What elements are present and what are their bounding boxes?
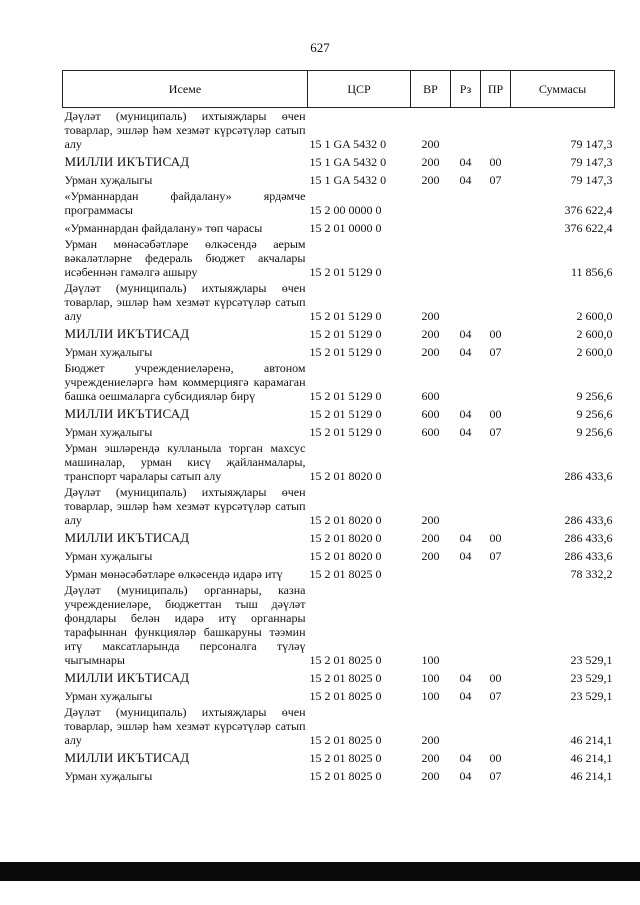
cell-vr: 600 bbox=[421, 407, 440, 421]
cell-name: Дәүләт (муниципаль) ихтыяҗлары өчен товарлар, эшләр һәм хезмәт күрсәтүләр сатып алу bbox=[64, 485, 306, 527]
cell-sum: 23 529,1 bbox=[570, 671, 613, 685]
cell-rz: 04 bbox=[459, 531, 472, 545]
cell-rz: 04 bbox=[459, 689, 472, 703]
cell-name: Дәүләт (муниципаль) ихтыяҗлары өчен товарлар, эшләр һәм хезмәт күрсәтүләр сатып алу bbox=[64, 109, 306, 151]
table-row bbox=[63, 404, 615, 422]
cell-rz: 04 bbox=[459, 549, 472, 563]
cell-csr: 15 2 01 8025 0 bbox=[309, 751, 382, 765]
cell-name: Урман хуҗалыгы bbox=[64, 173, 153, 187]
cell-sum: 78 332,2 bbox=[570, 567, 613, 581]
cell-rz: 04 bbox=[459, 407, 472, 421]
cell-vr: 200 bbox=[421, 769, 440, 783]
cell-csr: 15 2 01 5129 0 bbox=[309, 309, 382, 323]
cell-pr bbox=[481, 188, 511, 218]
table-row bbox=[63, 108, 615, 153]
cell-vr: 200 bbox=[421, 137, 440, 151]
header-pr: ПР bbox=[481, 71, 511, 108]
cell-rz: 04 bbox=[459, 327, 472, 341]
cell-rz: 04 bbox=[459, 769, 472, 783]
cell-name: Урман эшләрендә кулланыла торган махсус машиналар, урман кисү җайланмалары, транспорт чаралары сатып алу bbox=[64, 441, 306, 483]
page-number: 627 bbox=[310, 40, 330, 55]
table-row bbox=[63, 218, 615, 236]
cell-sum: 286 433,6 bbox=[564, 513, 613, 527]
cell-name: Урман мөнәсәбәтләре өлкәсендә идарә итү bbox=[64, 567, 283, 581]
table-row bbox=[63, 280, 615, 324]
table-row bbox=[63, 342, 615, 360]
cell-csr: 15 2 01 5129 0 bbox=[309, 425, 382, 439]
cell-pr bbox=[481, 440, 511, 484]
cell-vr: 100 bbox=[421, 653, 440, 667]
cell-sum: 11 856,6 bbox=[570, 265, 613, 279]
cell-vr: 200 bbox=[421, 345, 440, 359]
cell-name: Урман хуҗалыгы bbox=[64, 425, 153, 439]
cell-rz bbox=[451, 484, 481, 528]
cell-vr: 200 bbox=[421, 513, 440, 527]
table-row bbox=[63, 170, 615, 188]
cell-pr bbox=[481, 484, 511, 528]
cell-csr: 15 1 GA 5432 0 bbox=[309, 137, 387, 151]
cell-csr: 15 2 01 8020 0 bbox=[309, 513, 382, 527]
cell-pr: 07 bbox=[489, 425, 502, 439]
cell-csr: 15 2 01 5129 0 bbox=[309, 327, 382, 341]
cell-name: «Урманнардан файдалану» ярдәмче программасы bbox=[64, 189, 306, 217]
cell-pr: 00 bbox=[489, 155, 502, 169]
cell-pr: 00 bbox=[489, 327, 502, 341]
cell-csr: 15 2 01 5129 0 bbox=[309, 407, 382, 421]
table-row bbox=[63, 704, 615, 748]
table-row bbox=[63, 748, 615, 766]
cell-name: Дәүләт (муниципаль) органнары, казна учреждениеләре, бюджеттан тыш дәүләт фондлары белән идарә итү органнары тарафыннан функцияләр башкаруны тәэмин итү максатларында персоналга түләү чыгымнары bbox=[64, 583, 306, 667]
cell-rz bbox=[451, 280, 481, 324]
cell-sum: 23 529,1 bbox=[570, 653, 613, 667]
cell-csr: 15 2 01 8020 0 bbox=[309, 549, 382, 563]
cell-rz bbox=[451, 218, 481, 236]
table-row bbox=[63, 484, 615, 528]
table-row bbox=[63, 422, 615, 440]
cell-vr: 600 bbox=[421, 389, 440, 403]
cell-csr: 15 2 01 8025 0 bbox=[309, 769, 382, 783]
cell-vr: 200 bbox=[421, 549, 440, 563]
cell-csr: 15 2 01 8025 0 bbox=[309, 733, 382, 747]
cell-sum: 9 256,6 bbox=[576, 425, 613, 439]
cell-vr: 200 bbox=[421, 751, 440, 765]
cell-sum: 79 147,3 bbox=[570, 173, 613, 187]
cell-rz bbox=[451, 704, 481, 748]
cell-rz bbox=[451, 236, 481, 280]
budget-table bbox=[62, 70, 615, 784]
cell-sum: 46 214,1 bbox=[570, 751, 613, 765]
cell-csr: 15 1 GA 5432 0 bbox=[309, 173, 387, 187]
cell-vr bbox=[411, 218, 451, 236]
cell-csr: 15 1 GA 5432 0 bbox=[309, 155, 387, 169]
cell-rz bbox=[451, 360, 481, 404]
cell-pr: 07 bbox=[489, 689, 502, 703]
cell-sum: 9 256,6 bbox=[576, 407, 613, 421]
cell-name: Урман хуҗалыгы bbox=[64, 345, 153, 359]
cell-pr bbox=[481, 280, 511, 324]
cell-name: Урман хуҗалыгы bbox=[64, 549, 153, 563]
table-row bbox=[63, 528, 615, 546]
header-vr: ВР bbox=[411, 71, 451, 108]
cell-sum: 79 147,3 bbox=[570, 155, 613, 169]
cell-pr bbox=[481, 108, 511, 153]
cell-rz bbox=[451, 582, 481, 668]
cell-vr: 100 bbox=[421, 671, 440, 685]
table-body bbox=[63, 108, 615, 785]
cell-rz bbox=[451, 188, 481, 218]
cell-vr bbox=[411, 564, 451, 582]
cell-pr bbox=[481, 218, 511, 236]
cell-name: МИЛЛИ ИКЪТИСАД bbox=[64, 670, 190, 685]
cell-vr: 200 bbox=[421, 327, 440, 341]
cell-csr: 15 2 01 5129 0 bbox=[309, 345, 382, 359]
cell-vr: 200 bbox=[421, 733, 440, 747]
cell-sum: 286 433,6 bbox=[564, 549, 613, 563]
table-row bbox=[63, 686, 615, 704]
cell-vr: 200 bbox=[421, 173, 440, 187]
cell-csr: 15 2 01 8025 0 bbox=[309, 653, 382, 667]
cell-pr: 00 bbox=[489, 671, 502, 685]
cell-name: МИЛЛИ ИКЪТИСАД bbox=[64, 530, 190, 545]
cell-sum: 46 214,1 bbox=[570, 769, 613, 783]
cell-vr: 100 bbox=[421, 689, 440, 703]
cell-name: Бюджет учреждениеләренә, автоном учреждениеләргә һәм коммерциягә карамаган башка оешмаларга субсидияләр бирү bbox=[64, 361, 306, 403]
cell-csr: 15 2 01 8020 0 bbox=[309, 469, 382, 483]
cell-vr: 600 bbox=[421, 425, 440, 439]
table-row bbox=[63, 188, 615, 218]
scan-edge-bar bbox=[0, 862, 640, 881]
table-row bbox=[63, 324, 615, 342]
cell-name: МИЛЛИ ИКЪТИСАД bbox=[64, 326, 190, 341]
table-row bbox=[63, 766, 615, 784]
cell-vr bbox=[411, 440, 451, 484]
table-row bbox=[63, 152, 615, 170]
cell-sum: 376 622,4 bbox=[564, 221, 613, 235]
cell-pr: 07 bbox=[489, 173, 502, 187]
cell-sum: 79 147,3 bbox=[570, 137, 613, 151]
cell-vr bbox=[411, 188, 451, 218]
cell-name: «Урманнардан файдалану» төп чарасы bbox=[64, 221, 263, 235]
cell-vr: 200 bbox=[421, 309, 440, 323]
cell-csr: 15 2 01 8025 0 bbox=[309, 689, 382, 703]
cell-pr: 07 bbox=[489, 769, 502, 783]
cell-csr: 15 2 01 8025 0 bbox=[309, 567, 382, 581]
table-row bbox=[63, 668, 615, 686]
cell-csr: 15 2 00 0000 0 bbox=[309, 203, 382, 217]
header-rz: Рз bbox=[451, 71, 481, 108]
cell-rz bbox=[451, 108, 481, 153]
cell-csr: 15 2 01 8025 0 bbox=[309, 671, 382, 685]
cell-rz: 04 bbox=[459, 751, 472, 765]
cell-rz bbox=[451, 440, 481, 484]
cell-rz: 04 bbox=[459, 425, 472, 439]
header-csr: ЦСР bbox=[308, 71, 411, 108]
cell-sum: 2 600,0 bbox=[576, 345, 613, 359]
cell-sum: 376 622,4 bbox=[564, 203, 613, 217]
cell-pr bbox=[481, 236, 511, 280]
cell-csr: 15 2 01 8020 0 bbox=[309, 531, 382, 545]
cell-vr: 200 bbox=[421, 155, 440, 169]
cell-name: Урман хуҗалыгы bbox=[64, 689, 153, 703]
cell-pr bbox=[481, 360, 511, 404]
cell-rz: 04 bbox=[459, 173, 472, 187]
cell-pr bbox=[481, 564, 511, 582]
cell-rz: 04 bbox=[459, 345, 472, 359]
cell-sum: 2 600,0 bbox=[576, 309, 613, 323]
cell-pr bbox=[481, 582, 511, 668]
header-name: Исеме bbox=[63, 71, 308, 108]
cell-sum: 46 214,1 bbox=[570, 733, 613, 747]
cell-vr bbox=[411, 236, 451, 280]
table-row bbox=[63, 546, 615, 564]
cell-sum: 286 433,6 bbox=[564, 469, 613, 483]
cell-pr: 00 bbox=[489, 407, 502, 421]
cell-name: МИЛЛИ ИКЪТИСАД bbox=[64, 154, 190, 169]
cell-csr: 15 2 01 5129 0 bbox=[309, 265, 382, 279]
cell-sum: 23 529,1 bbox=[570, 689, 613, 703]
table-row bbox=[63, 360, 615, 404]
table-header-row bbox=[63, 71, 615, 108]
cell-rz: 04 bbox=[459, 155, 472, 169]
cell-name: Дәүләт (муниципаль) ихтыяҗлары өчен товарлар, эшләр һәм хезмәт күрсәтүләр сатып алу bbox=[64, 281, 306, 323]
table-row bbox=[63, 236, 615, 280]
cell-rz bbox=[451, 564, 481, 582]
table-row bbox=[63, 440, 615, 484]
header-sum: Суммасы bbox=[511, 71, 615, 108]
cell-name: Дәүләт (муниципаль) ихтыяҗлары өчен товарлар, эшләр һәм хезмәт күрсәтүләр сатып алу bbox=[64, 705, 306, 747]
cell-sum: 286 433,6 bbox=[564, 531, 613, 545]
cell-pr: 07 bbox=[489, 549, 502, 563]
cell-csr: 15 2 01 0000 0 bbox=[309, 221, 382, 235]
cell-pr: 00 bbox=[489, 751, 502, 765]
cell-name: Урман хуҗалыгы bbox=[64, 769, 153, 783]
cell-pr bbox=[481, 704, 511, 748]
table-row bbox=[63, 582, 615, 668]
cell-sum: 9 256,6 bbox=[576, 389, 613, 403]
cell-name: МИЛЛИ ИКЪТИСАД bbox=[64, 750, 190, 765]
table-row bbox=[63, 564, 615, 582]
cell-pr: 00 bbox=[489, 531, 502, 545]
cell-csr: 15 2 01 5129 0 bbox=[309, 389, 382, 403]
cell-sum: 2 600,0 bbox=[576, 327, 613, 341]
cell-rz: 04 bbox=[459, 671, 472, 685]
cell-pr: 07 bbox=[489, 345, 502, 359]
cell-vr: 200 bbox=[421, 531, 440, 545]
cell-name: Урман мөнәсәбәтләре өлкәсендә аерым вәкаләтләрне федераль бюджет акчалары исәбеннән гамәлгә ашыру bbox=[64, 237, 306, 279]
cell-name: МИЛЛИ ИКЪТИСАД bbox=[64, 406, 190, 421]
